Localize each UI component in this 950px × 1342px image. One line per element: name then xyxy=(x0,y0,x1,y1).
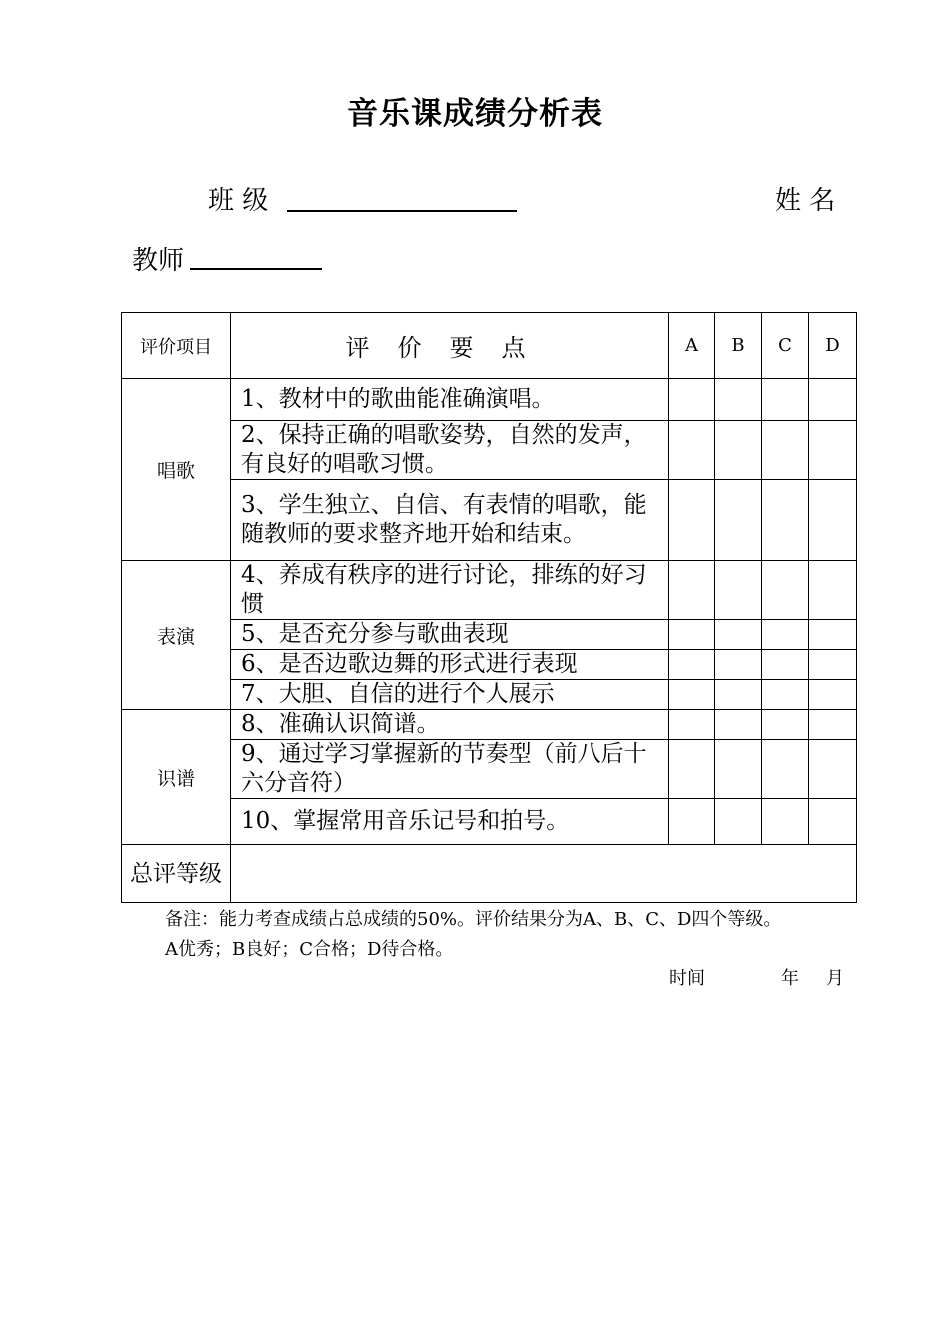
grade-cell-a[interactable] xyxy=(669,480,715,561)
note-line-2: A优秀；B良好；C合格；D待合格。 xyxy=(165,939,454,960)
table-row xyxy=(122,421,857,480)
grade-cell-d[interactable] xyxy=(809,680,857,710)
evaluation-point: 2、保持正确的唱歌姿势，自然的发声，有良好的唱歌习惯。 xyxy=(231,421,669,480)
class-label: 班 级 xyxy=(208,186,269,216)
grade-cell-b[interactable] xyxy=(715,650,762,680)
grade-cell-a[interactable] xyxy=(669,799,715,845)
grade-cell-b[interactable] xyxy=(715,480,762,561)
table-row xyxy=(122,740,857,799)
grade-cell-c[interactable] xyxy=(762,379,809,421)
grade-cell-d[interactable] xyxy=(809,379,857,421)
table-row xyxy=(122,710,857,740)
note-line-1: 备注：能力考查成绩占总成绩的50%。评价结果分为A、B、C、D四个等级。 xyxy=(165,909,782,930)
category-notation: 识谱 xyxy=(122,710,231,845)
grade-cell-b[interactable] xyxy=(715,379,762,421)
overall-label: 总评等级 xyxy=(122,845,231,903)
grade-cell-d[interactable] xyxy=(809,480,857,561)
grade-cell-c[interactable] xyxy=(762,799,809,845)
grade-cell-c[interactable] xyxy=(762,710,809,740)
header-grade-c: C xyxy=(762,313,809,379)
grade-cell-b[interactable] xyxy=(715,561,762,620)
class-blank-field[interactable] xyxy=(287,210,517,212)
page-title: 音乐课成绩分析表 xyxy=(347,96,603,132)
grade-cell-c[interactable] xyxy=(762,650,809,680)
category-performance: 表演 xyxy=(122,561,231,710)
grade-cell-a[interactable] xyxy=(669,620,715,650)
grade-cell-d[interactable] xyxy=(809,561,857,620)
header-item: 评价项目 xyxy=(122,313,231,379)
evaluation-point: 9、通过学习掌握新的节奏型（前八后十六分音符） xyxy=(231,740,669,799)
header-grade-b: B xyxy=(715,313,762,379)
table-row xyxy=(122,650,857,680)
grade-cell-d[interactable] xyxy=(809,620,857,650)
grade-cell-a[interactable] xyxy=(669,650,715,680)
grade-cell-b[interactable] xyxy=(715,620,762,650)
grade-cell-c[interactable] xyxy=(762,421,809,480)
grade-cell-a[interactable] xyxy=(669,421,715,480)
grade-cell-a[interactable] xyxy=(669,740,715,799)
grade-cell-c[interactable] xyxy=(762,740,809,799)
grade-cell-a[interactable] xyxy=(669,710,715,740)
header-row xyxy=(122,313,857,379)
grade-cell-c[interactable] xyxy=(762,480,809,561)
name-label: 姓 名 xyxy=(775,186,836,216)
evaluation-point: 6、是否边歌边舞的形式进行表现 xyxy=(231,650,669,680)
table-row xyxy=(122,620,857,650)
grade-cell-b[interactable] xyxy=(715,740,762,799)
teacher-label: 教师 xyxy=(132,246,185,276)
grade-cell-d[interactable] xyxy=(809,710,857,740)
grade-cell-d[interactable] xyxy=(809,740,857,799)
teacher-blank-field[interactable] xyxy=(190,268,322,270)
evaluation-point: 7、大胆、自信的进行个人展示 xyxy=(231,680,669,710)
header-grade-a: A xyxy=(669,313,715,379)
table-row xyxy=(122,480,857,561)
grade-cell-b[interactable] xyxy=(715,680,762,710)
evaluation-point: 5、是否充分参与歌曲表现 xyxy=(231,620,669,650)
evaluation-point: 1、教材中的歌曲能准确演唱。 xyxy=(231,379,669,421)
grade-cell-c[interactable] xyxy=(762,680,809,710)
month-label: 月 xyxy=(826,968,844,989)
evaluation-point: 4、养成有秩序的进行讨论，排练的好习惯 xyxy=(231,561,669,620)
grade-cell-d[interactable] xyxy=(809,799,857,845)
grade-cell-c[interactable] xyxy=(762,620,809,650)
category-singing: 唱歌 xyxy=(122,379,231,561)
grade-cell-a[interactable] xyxy=(669,680,715,710)
table-row xyxy=(122,799,857,845)
grade-cell-a[interactable] xyxy=(669,561,715,620)
grade-cell-a[interactable] xyxy=(669,379,715,421)
grade-cell-d[interactable] xyxy=(809,421,857,480)
grade-cell-b[interactable] xyxy=(715,710,762,740)
evaluation-point: 8、准确认识简谱。 xyxy=(231,710,669,740)
table-row xyxy=(122,680,857,710)
year-label: 年 xyxy=(781,968,799,989)
evaluation-point: 3、学生独立、自信、有表情的唱歌，能随教师的要求整齐地开始和结束。 xyxy=(231,480,669,561)
grade-cell-b[interactable] xyxy=(715,799,762,845)
evaluation-point: 10、掌握常用音乐记号和拍号。 xyxy=(231,799,669,845)
table-row xyxy=(122,379,857,421)
overall-grade-cell[interactable] xyxy=(231,845,857,903)
table-row xyxy=(122,561,857,620)
grade-cell-c[interactable] xyxy=(762,561,809,620)
time-label: 时间 xyxy=(669,968,705,989)
grade-cell-b[interactable] xyxy=(715,421,762,480)
evaluation-table xyxy=(121,312,857,903)
header-grade-d: D xyxy=(809,313,857,379)
header-points: 评价要点 xyxy=(231,313,669,379)
overall-row xyxy=(122,845,857,903)
grade-cell-d[interactable] xyxy=(809,650,857,680)
